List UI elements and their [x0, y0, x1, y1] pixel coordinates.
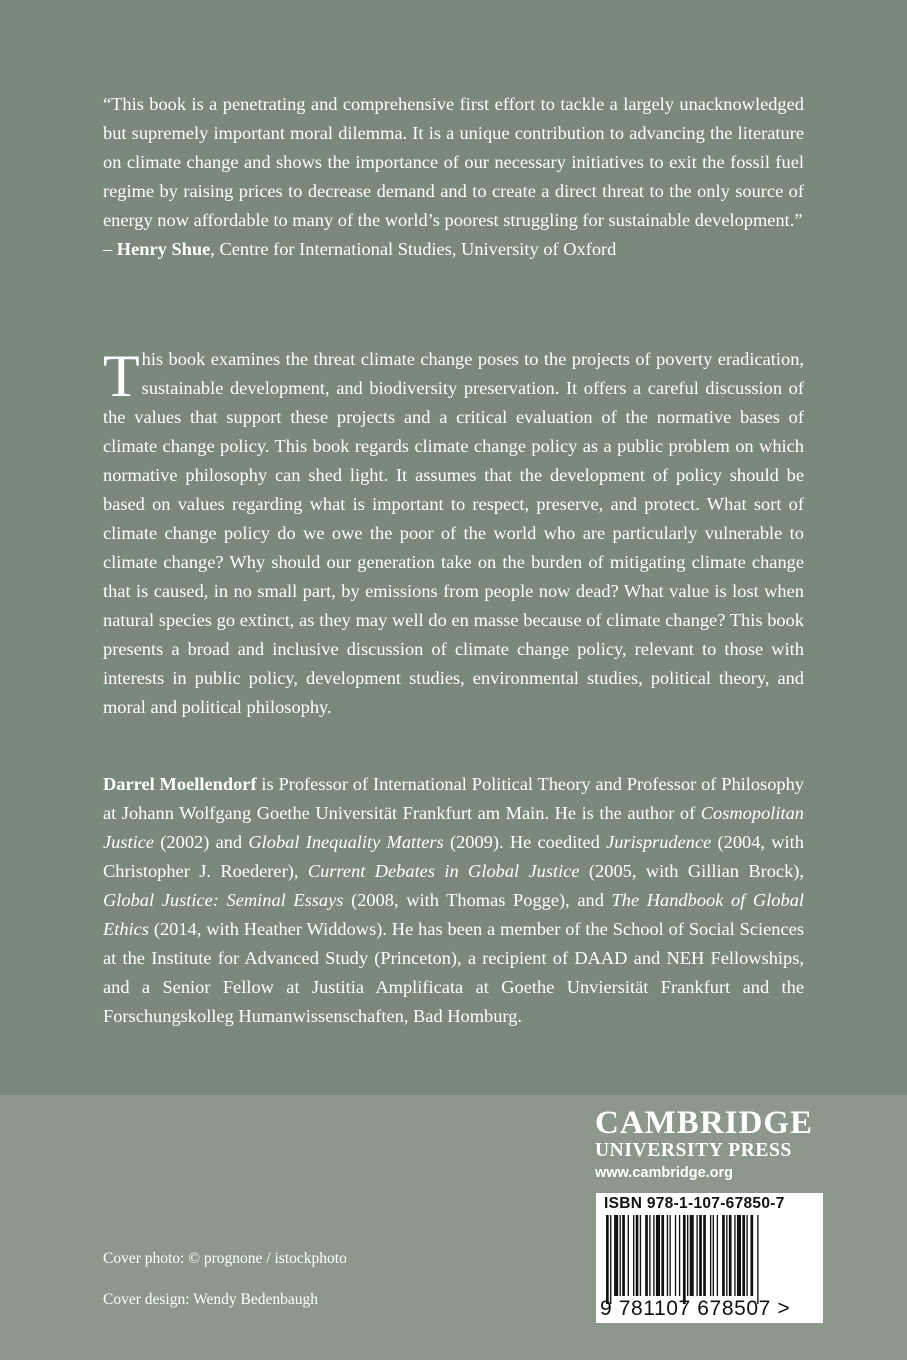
- isbn-label: ISBN 978-1-107-67850-7: [604, 1195, 785, 1212]
- book-title: Jurisprudence: [606, 832, 712, 852]
- bio-text: (2005, with Gillian Brock),: [579, 861, 804, 881]
- quote-dash: –: [103, 239, 117, 259]
- cover-design-credit: Cover design: Wendy Bedenbaugh: [103, 1291, 318, 1308]
- barcode-bar: [606, 1215, 609, 1304]
- barcode-bar: [614, 1215, 618, 1296]
- barcode-bar: [610, 1215, 611, 1304]
- barcode-bar: [687, 1215, 688, 1296]
- author-name: Darrel Moellendorf: [103, 774, 257, 794]
- barcode-bar: [713, 1215, 714, 1296]
- barcode-bar: [737, 1215, 741, 1296]
- publisher-url: www.cambridge.org: [595, 1165, 734, 1181]
- barcode-bar: [696, 1215, 697, 1296]
- barcode-bar: [645, 1215, 648, 1296]
- quote-attribution: [103, 235, 804, 264]
- isbn-barcode: [596, 1193, 823, 1323]
- barcode-bar: [734, 1215, 735, 1296]
- barcode-bar: [722, 1215, 725, 1296]
- book-title: The Handbook of Global Ethics: [103, 890, 805, 939]
- publisher-subtitle: UNIVERSITY PRESS: [595, 1140, 792, 1161]
- publisher-logo: [595, 1106, 825, 1184]
- book-title: Global Inequality Matters: [248, 832, 444, 852]
- barcode-bar: [757, 1215, 758, 1304]
- barcode-bar: [620, 1215, 621, 1296]
- bio-text: (2004, with Christopher J. Roederer),: [103, 832, 804, 881]
- bio-text: (2009). He coedited: [443, 832, 607, 852]
- bio-text: is Professor of International Political Theory and Professor of Philosophy at Johann Wolfgang Goethe Universität Frankfurt am Main. He is the author of: [103, 774, 804, 823]
- book-title: Global Justice: Seminal Essays: [103, 890, 344, 910]
- author-bio: [103, 770, 804, 1031]
- book-title: Cosmopolitan Justice: [103, 803, 804, 852]
- barcode-bar: [649, 1215, 650, 1296]
- quote-author: Henry Shue: [116, 239, 211, 259]
- bio-text: (2002) and: [154, 832, 249, 852]
- barcode-bar: [656, 1215, 660, 1296]
- drop-cap: T: [103, 343, 140, 409]
- bio-text: (2008, with Thomas Pogge), and: [343, 890, 612, 910]
- barcode-bar: [669, 1215, 670, 1296]
- book-title: Current Debates in Global Justice: [307, 861, 580, 881]
- barcode-bar: [661, 1215, 664, 1296]
- barcode-bar: [622, 1215, 625, 1296]
- endorsement-quote: [103, 90, 804, 264]
- barcode-bar: [675, 1215, 676, 1296]
- barcode-bar: [667, 1215, 668, 1296]
- barcode-bar: [633, 1215, 634, 1296]
- quote-affiliation: , Centre for International Studies, University of Oxford: [210, 239, 617, 259]
- barcode-bar: [729, 1215, 732, 1296]
- barcode-bar: [628, 1215, 629, 1296]
- barcode-bar: [750, 1215, 753, 1296]
- book-description: [103, 345, 804, 722]
- barcode-bar: [710, 1215, 711, 1296]
- barcode-bar: [703, 1215, 706, 1296]
- description-text: his book examines the threat climate change poses to the projects of poverty eradication, sustainable development, and biodiversity preservation. It offers a careful discussion of the values that support these projects and a critical evaluation of the normative bases of climate change policy. This book regards climate change policy as a public problem on which normative philosophy can shed light. It assumes that the development of policy should be based on values regarding what is important to respect, preserve, and protect. What sort of climate change policy do we owe the poor of the world who are particularly vulnerable to climate change? Why should our generation take on the burden of mitigating climate change that is caused, in no small part, by emissions from people now dead? What value is lost when natural species go extinct, as they may well do en masse because of climate change? This book presents a broad and inclusive discussion of climate change policy, relevant to those with interests in public policy, development studies, environmental studies, political theory, and moral and political philosophy.: [103, 349, 804, 717]
- barcode-bar: [699, 1215, 702, 1296]
- barcode-bar: [683, 1215, 686, 1304]
- barcode-bar: [653, 1215, 654, 1296]
- bio-text: (2014, with Heather Widdows). He has been a member of the School of Social Sciences at the Institute for Advanced Study (Princeton), a recipient of DAAD and NEH Fellowships, and a Senior Fellow at Justitia Amplificata at Goethe Unviersität Frankfurt and the Forschungskolleg Humanwissenschaften, Bad Homburg.: [103, 919, 804, 1026]
- cover-photo-credit: Cover photo: © prognone / istockphoto: [103, 1250, 347, 1267]
- barcode-bar: [742, 1215, 745, 1296]
- barcode-bar: [640, 1215, 641, 1296]
- barcode-bar: [636, 1215, 639, 1296]
- barcode-bar: [717, 1215, 718, 1296]
- barcode-bar: [679, 1215, 680, 1296]
- barcode-bar: [746, 1215, 747, 1296]
- publisher-name: CAMBRIDGE: [595, 1105, 814, 1141]
- barcode-bar: [726, 1215, 727, 1296]
- barcode-digits: 9 781107 678507 >: [600, 1297, 791, 1320]
- quote-text: “This book is a penetrating and comprehensive first effort to tackle a largely unacknowledged but supremely important moral dilemma. It is a unique contribution to advancing the literature on climate change and shows the importance of our necessary initiatives to exit the fossil fuel regime by raising prices to decrease demand and to create a direct threat to the only source of energy now affordable to many of the world’s poorest struggling for sustainable development.”: [103, 94, 804, 230]
- barcode-bar: [690, 1215, 694, 1296]
